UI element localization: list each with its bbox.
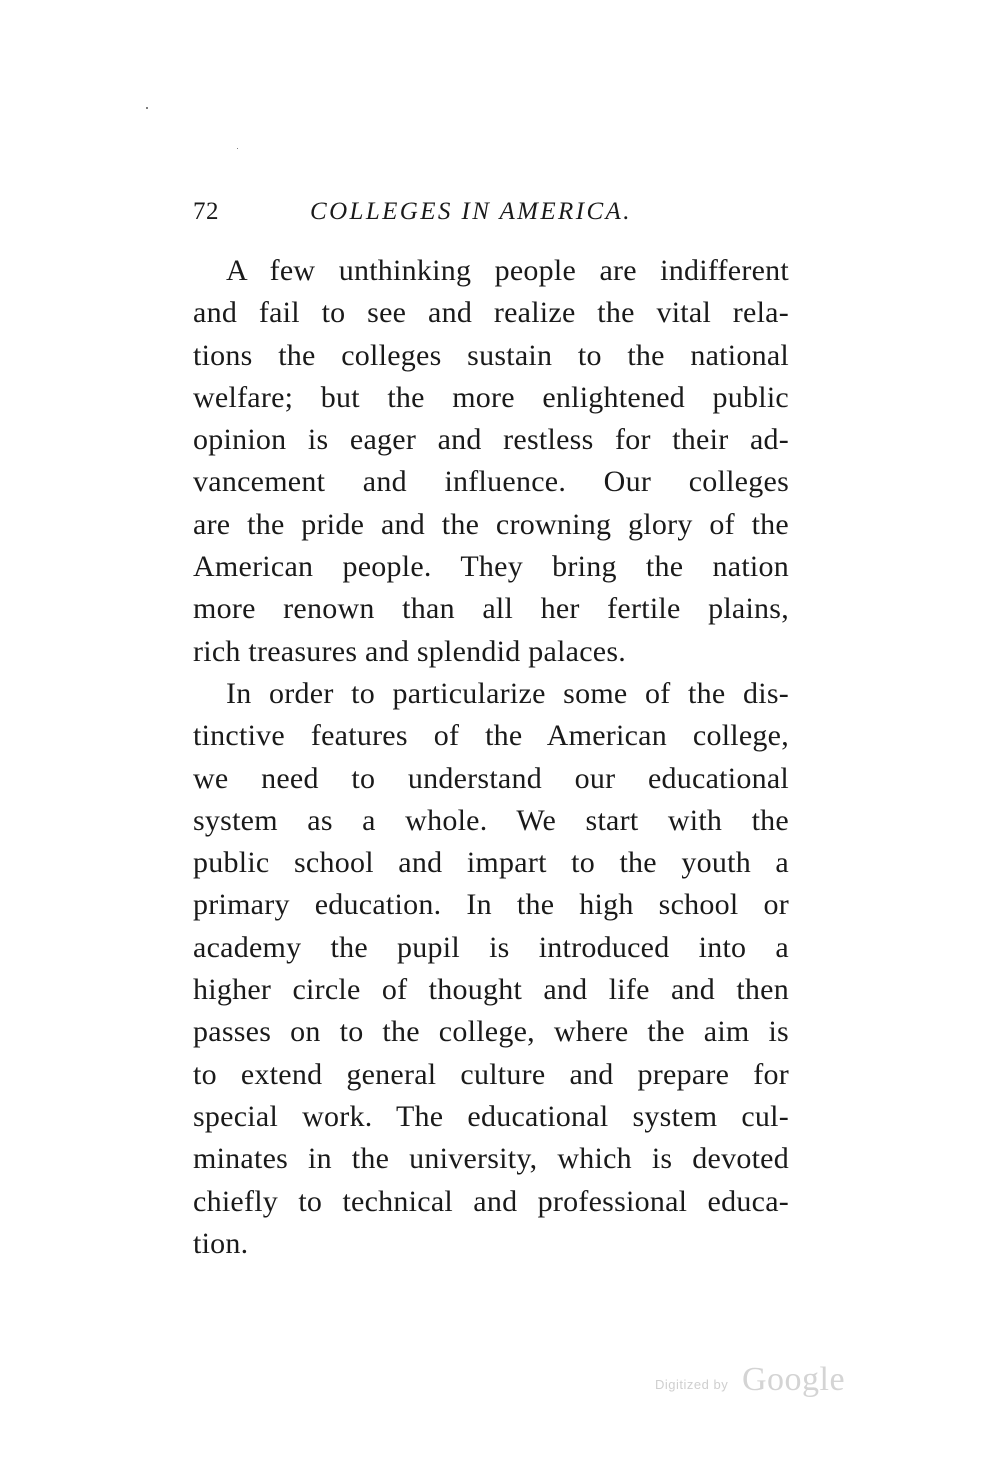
google-logo: Google: [742, 1361, 846, 1398]
digitized-by-google-watermark: [655, 1360, 865, 1400]
scan-speck: [237, 148, 238, 149]
text-line: welfare; but the more enlightened public: [193, 380, 789, 414]
running-title: COLLEGES IN AMERICA.: [310, 198, 632, 225]
watermark-prefix: Digitized by: [655, 1377, 729, 1392]
text-line: academy the pupil is introduced into a: [193, 930, 789, 964]
text-line: A few unthinking people are indifferent: [226, 254, 789, 287]
text-line: we need to understand our educational: [193, 761, 789, 795]
body-text: [193, 250, 789, 1265]
text-line: American people. They bring the nation: [193, 550, 789, 584]
text-line: to extend general culture and prepare for: [193, 1057, 789, 1091]
text-line: tions the colleges sustain to the national: [193, 338, 789, 372]
text-line: passes on to the college, where the aim is: [193, 1015, 789, 1049]
text-line: special work. The educational system cul-: [193, 1099, 789, 1133]
text-line: rich treasures and splendid palaces.: [193, 634, 626, 668]
text-line: more renown than all her fertile plains,: [193, 592, 789, 626]
text-line: higher circle of thought and life and then: [193, 973, 789, 1007]
text-line: and fail to see and realize the vital rela-: [193, 296, 789, 330]
text-line: tinctive features of the American college,: [193, 719, 789, 753]
text-line: vancement and influence. Our colleges: [193, 465, 789, 499]
text-line: chiefly to technical and professional educa-: [193, 1184, 789, 1218]
scan-speck: [146, 107, 148, 109]
text-line: opinion is eager and restless for their ad-: [193, 423, 789, 457]
running-head: [193, 196, 793, 228]
text-line: minates in the university, which is devoted: [193, 1142, 789, 1176]
text-line: primary education. In the high school or: [193, 888, 789, 922]
paragraph: [193, 673, 789, 1265]
text-line: In order to particularize some of the dis-: [226, 676, 789, 710]
text-line: are the pride and the crowning glory of the: [193, 507, 789, 541]
text-line: system as a whole. We start with the: [193, 803, 789, 837]
text-line: public school and impart to the youth a: [193, 846, 789, 880]
paragraph: [193, 250, 789, 673]
page-number: 72: [193, 198, 219, 225]
text-line: tion.: [193, 1226, 249, 1260]
